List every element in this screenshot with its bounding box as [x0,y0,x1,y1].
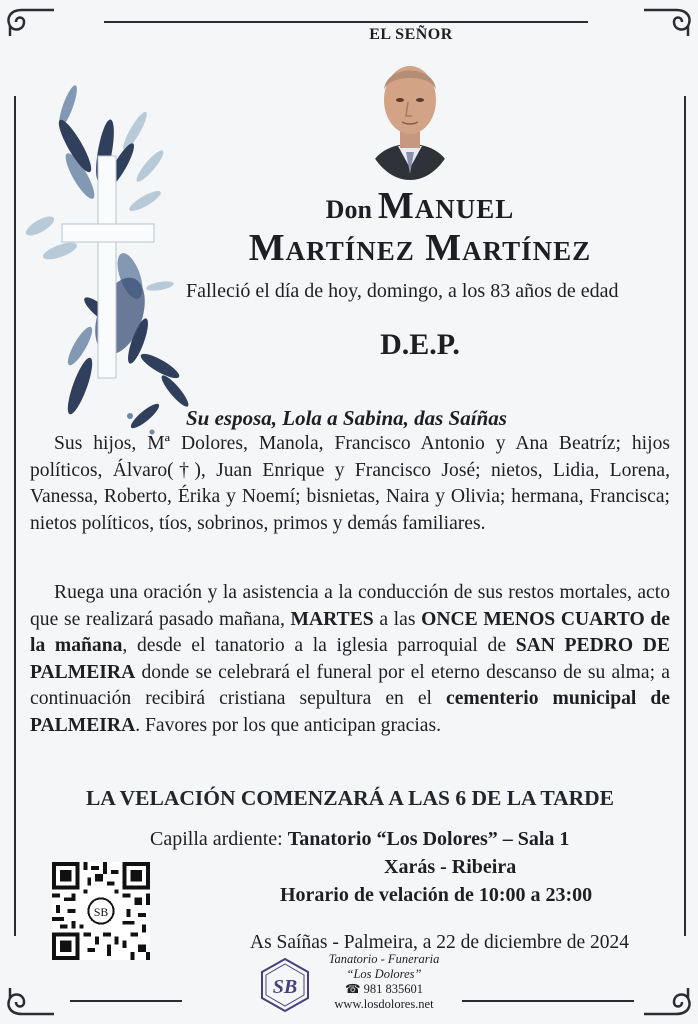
dep-label: D.E.P. [380,328,460,361]
spouse-line: Su esposa, Lola a Sabina, das Saíñas [186,406,507,430]
ceremony-day: MARTES [290,608,374,630]
capilla-location: Xarás - Ribeira [384,856,517,878]
ceremony-paragraph: Ruega una oración y la asistencia a la conducción de sus restos mortales, acto que se realizará pasado mañana, MARTES a las ONCE MENOS CUARTO de la mañana, desde el tanatorio a la iglesia parroquial de SAN PEDRO DE PALMEIRA donde se celebrará el funeral por el eterno descanso de su alma; a continuación recibirá cristiana sepultura en el cementerio municipal de PALMEIRA. Favores por los que anticipan gracias. [30,582,671,736]
relatives-paragraph: Sus hijos, Mª Dolores, Manola, Francisco Antonio y Ana Beatríz; hijos políticos, Álvaro(†), Juan Enrique y Francisco José; nietos, Lidia, Lorena, Vanessa, Roberto, Érika y Noemí; bisnietas, Naira y Olivia; hermana, Francisca; nietos políticos, tíos, sobrinos, primos y demás familiares. [30,433,670,534]
frame-top-line [104,21,588,23]
frame-left-line [14,96,16,936]
funeral-home-website[interactable]: www.losdolores.net [334,997,434,1011]
funeral-home-name: “Los Dolores” [346,967,422,981]
capilla-place: Tanatorio “Los Dolores” – Sala 1 [287,828,570,850]
first-name: Manuel [377,185,515,227]
frame-bottom-line [70,1000,182,1002]
ceremony-time: ONCE MENOS CUARTO de la mañana [30,608,670,656]
funeral-home-logo-icon [256,956,314,1014]
velacion-heading: LA VELACIÓN COMENZARÁ A LAS 6 DE LA TARDE [85,786,615,810]
qr-code[interactable] [52,862,150,960]
funeral-home-info [314,952,454,1012]
cemetery-name: cementerio municipal de PALMEIRA [30,688,670,736]
velacion-hours: Horario de velación de 10:00 a 23:00 [280,884,593,906]
corner-ornament-bottom-right [640,986,696,1022]
svg-text:SB: SB [93,906,109,920]
frame-bottom-line-right [462,1000,634,1002]
date-place-line: As Saíñas - Palmeira, a 22 de diciembre de 2024 [250,932,630,953]
funeral-home-type: Tanatorio - Funeraria [328,952,440,966]
deceased-surnames: Martínez Martínez [248,227,592,269]
deceased-portrait [362,44,458,180]
deceased-first-name [150,184,690,228]
church-name: SAN PEDRO DE PALMEIRA [30,635,671,683]
death-announcement: Falleció el día de hoy, domingo, a los 83 años de edad [186,280,619,302]
capilla-line: Capilla ardiente: Tanatorio “Los Dolores” – Sala 1 [150,828,570,850]
funeral-home-phone: ☎ 981 835601 [344,982,424,996]
corner-ornament-bottom-left [2,986,58,1022]
honorific: Don [325,195,372,224]
logo-monogram: SB [272,976,298,998]
title-el-senor: EL SEÑOR [369,26,453,43]
